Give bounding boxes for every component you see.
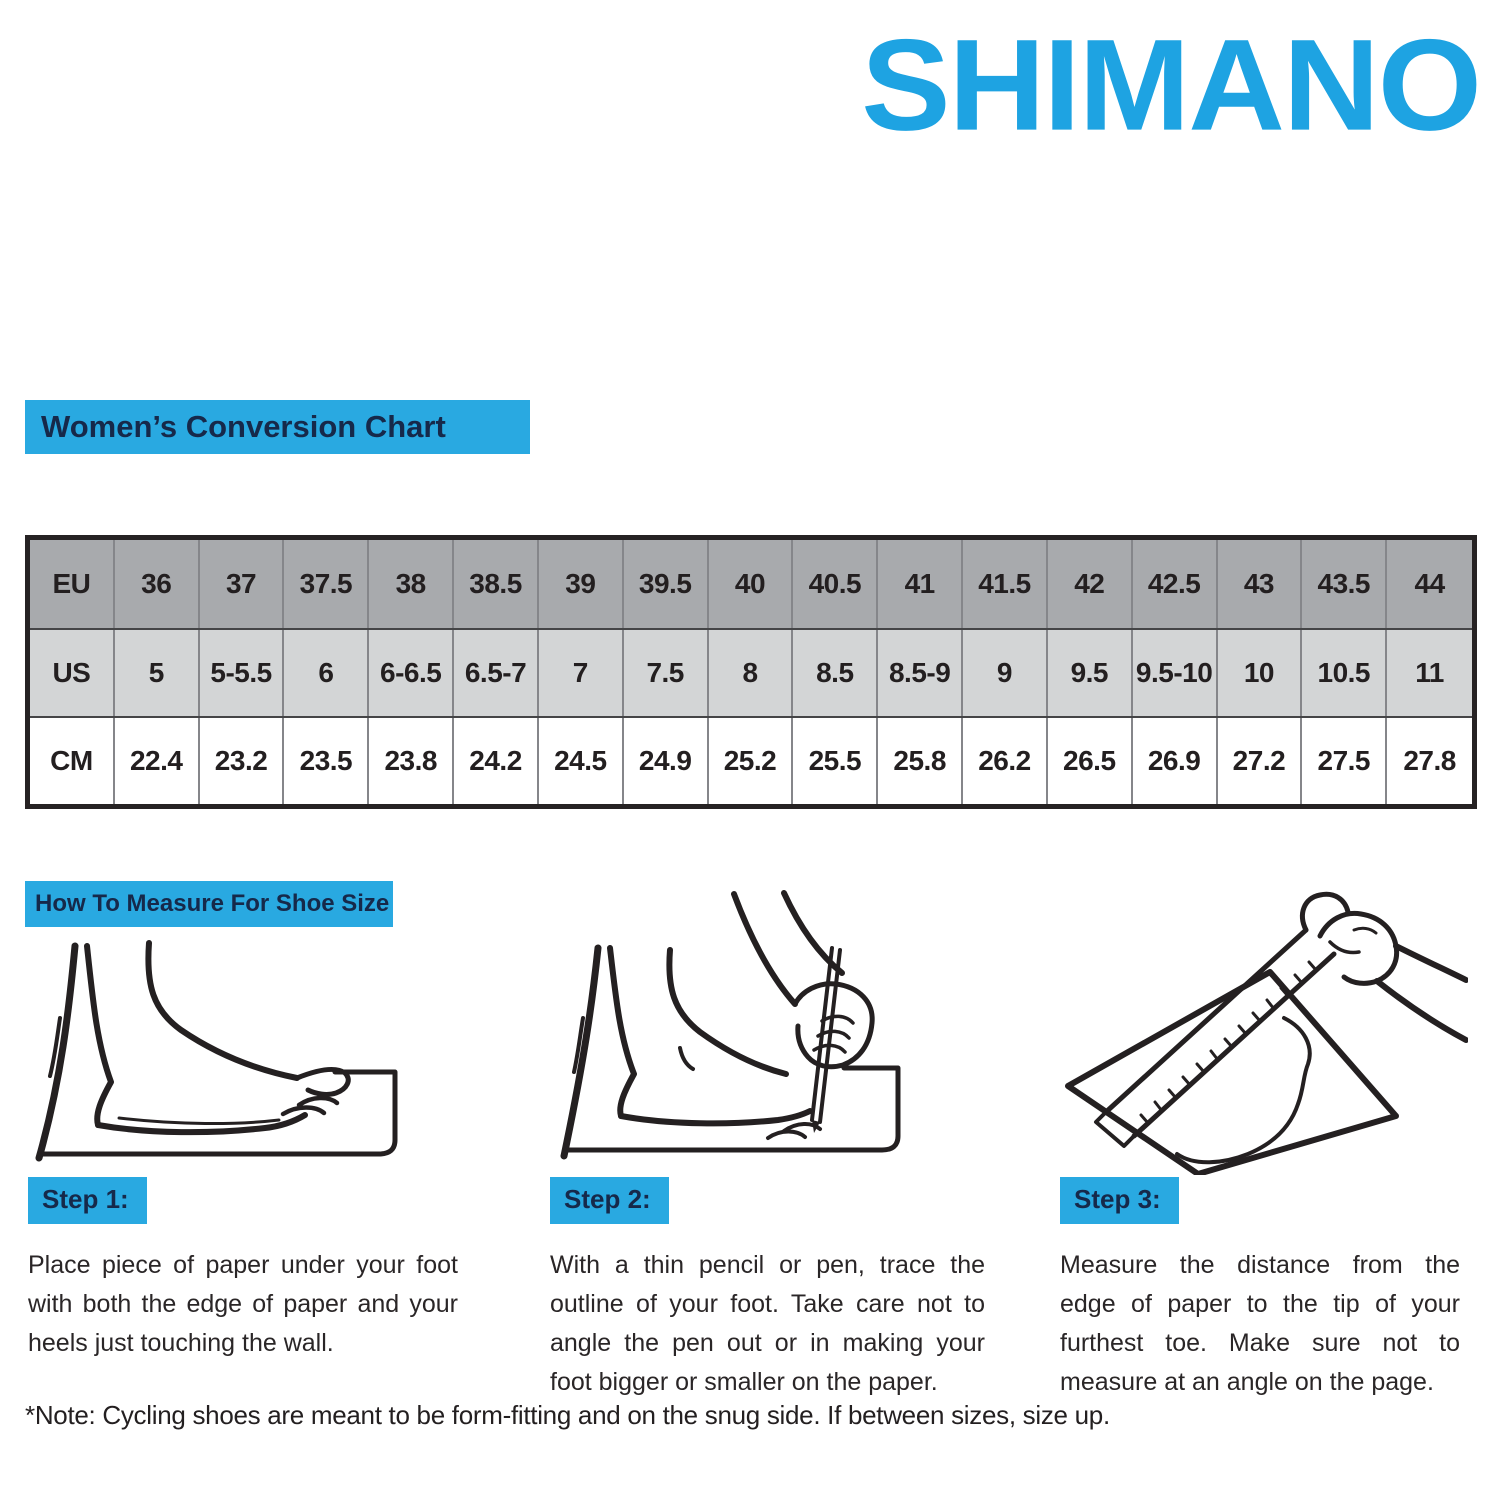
table-row-us xyxy=(30,628,1472,716)
us-size-cell: 6-6.5 xyxy=(369,630,454,716)
us-size-cell: 11 xyxy=(1415,657,1444,688)
cm-size-cell: 22.4 xyxy=(115,718,200,804)
cm-size-cell: 27.8 xyxy=(1403,745,1456,776)
eu-size-cell: 39 xyxy=(539,540,624,628)
step-1-block xyxy=(28,1177,458,1363)
us-size-cell: 9.5-10 xyxy=(1133,630,1218,716)
us-size-cell: 8.5-9 xyxy=(878,630,963,716)
us-size-cell: 7.5 xyxy=(624,630,709,716)
cm-size-cell: 27.2 xyxy=(1218,718,1303,804)
us-size-cell: 8 xyxy=(709,630,794,716)
row-label-cm: CM xyxy=(30,718,115,804)
eu-size-cell: 37 xyxy=(200,540,285,628)
us-size-cell: 9.5 xyxy=(1048,630,1133,716)
step-2-text: With a thin pencil or pen, trace the outline of your foot. Take care not to angle the pen out or in making your foot bigger or smaller on the paper. xyxy=(550,1251,985,1396)
step-3-block xyxy=(1060,1177,1460,1402)
eu-size-cell: 38.5 xyxy=(454,540,539,628)
foot-against-wall-illustration xyxy=(27,940,437,1162)
eu-size-cell: 41 xyxy=(878,540,963,628)
page-title: Women’s Conversion Chart xyxy=(25,400,530,454)
shimano-logo: SHIMANO xyxy=(861,13,1480,158)
us-size-cell: 5 xyxy=(115,630,200,716)
measure-with-ruler-illustration xyxy=(1058,890,1468,1175)
cm-size-cell: 27.5 xyxy=(1302,718,1387,804)
table-row-eu xyxy=(30,540,1472,628)
eu-size-cell: 40 xyxy=(709,540,794,628)
row-label-eu: EU xyxy=(30,540,115,628)
eu-size-cell: 41.5 xyxy=(963,540,1048,628)
footnote: *Note: Cycling shoes are meant to be form-fitting and on the snug side. If between sizes, size up. xyxy=(25,1400,1110,1430)
cm-size-cell: 26.9 xyxy=(1133,718,1218,804)
cm-size-cell: 23.5 xyxy=(284,718,369,804)
eu-size-cell: 37.5 xyxy=(284,540,369,628)
us-size-cell: 6.5-7 xyxy=(454,630,539,716)
cm-size-cell: 25.2 xyxy=(709,718,794,804)
step-3-label: Step 3: xyxy=(1060,1177,1179,1224)
row-label-us: US xyxy=(30,630,115,716)
eu-size-cell: 42 xyxy=(1048,540,1133,628)
step-3-text: Measure the distance from the edge of paper to the tip of your furthest toe. Make sure not to measure at an angle on the page. xyxy=(1060,1251,1460,1396)
cm-size-cell: 24.5 xyxy=(539,718,624,804)
eu-size-cell: 39.5 xyxy=(624,540,709,628)
us-size-cell: 9 xyxy=(963,630,1048,716)
conversion-table xyxy=(25,535,1477,809)
trace-foot-with-pencil-illustration xyxy=(552,890,962,1162)
cm-size-cell: 25.5 xyxy=(793,718,878,804)
eu-size-cell: 38 xyxy=(369,540,454,628)
cm-size-cell: 26.5 xyxy=(1048,718,1133,804)
eu-size-cell: 40.5 xyxy=(793,540,878,628)
eu-size-cell: 42.5 xyxy=(1133,540,1218,628)
us-size-cell: 10 xyxy=(1218,630,1303,716)
us-size-cell: 7 xyxy=(539,630,624,716)
how-to-measure-heading: How To Measure For Shoe Size xyxy=(25,881,393,927)
step-1-text: Place piece of paper under your foot with both the edge of paper and your heels just touching the wall. xyxy=(28,1251,458,1357)
cm-size-cell: 25.8 xyxy=(878,718,963,804)
eu-size-cell: 44 xyxy=(1414,568,1445,599)
cm-size-cell: 24.9 xyxy=(624,718,709,804)
cm-size-cell: 23.8 xyxy=(369,718,454,804)
step-2-label: Step 2: xyxy=(550,1177,669,1224)
step-2-block xyxy=(550,1177,985,1402)
cm-size-cell: 24.2 xyxy=(454,718,539,804)
step-1-label: Step 1: xyxy=(28,1177,147,1224)
cm-size-cell: 23.2 xyxy=(200,718,285,804)
eu-size-cell: 36 xyxy=(115,540,200,628)
eu-size-cell: 43 xyxy=(1218,540,1303,628)
us-size-cell: 5-5.5 xyxy=(200,630,285,716)
us-size-cell: 8.5 xyxy=(793,630,878,716)
us-size-cell: 10.5 xyxy=(1302,630,1387,716)
cm-size-cell: 26.2 xyxy=(963,718,1048,804)
us-size-cell: 6 xyxy=(284,630,369,716)
table-row-cm xyxy=(30,716,1472,804)
eu-size-cell: 43.5 xyxy=(1302,540,1387,628)
